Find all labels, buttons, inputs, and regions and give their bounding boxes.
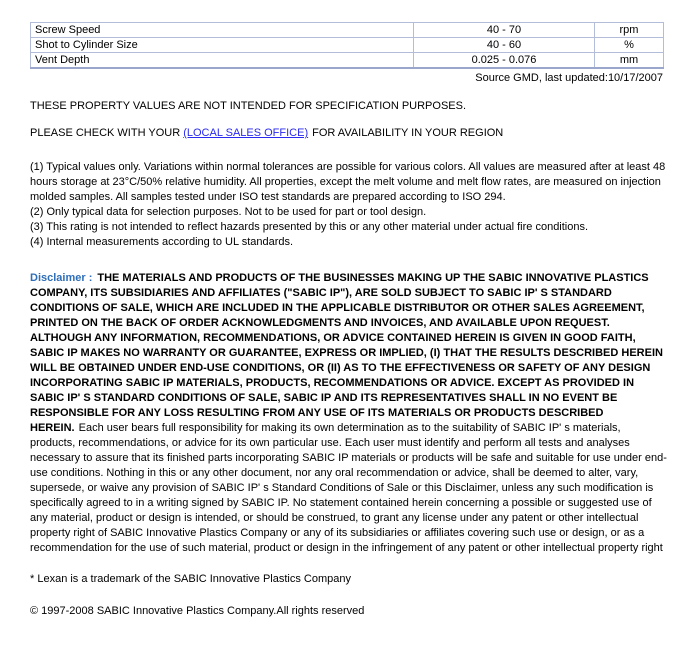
availability-notice-suffix: FOR AVAILABILITY IN YOUR REGION	[312, 127, 504, 139]
availability-notice-prefix: PLEASE CHECK WITH YOUR	[30, 127, 184, 139]
property-unit-cell: rpm	[595, 23, 664, 38]
disclaimer-label: Disclaimer :	[30, 272, 93, 284]
table-row	[31, 38, 664, 53]
property-name-cell: Screw Speed	[31, 23, 414, 38]
property-name-cell: Shot to Cylinder Size	[31, 38, 414, 53]
source-note: Source GMD, last updated:10/17/2007	[475, 72, 663, 84]
property-name-cell: Vent Depth	[31, 53, 414, 69]
copyright-line: © 1997-2008 SABIC Innovative Plastics Company.All rights reserved	[30, 605, 365, 617]
disclaimer-regular-text: Each user bears full responsibility for making its own determination as to the suitability of SABIC IP' s materials, products, recommendations, or advice for its own particular use. Each user must identify and perform all tests and analyses necessary to assure that its finished parts incorporating SABIC IP materials or products will be safe and suitable for use under end-use conditions. Nothing in this or any other document, nor any oral recommendation or advice, shall be deemed to alter, vary, supersede, or waive any provision of SABIC IP' s Standard Conditions of Sale or this Disclaimer, unless any such modification is specifically agreed to in a writing signed by SABIC IP. No statement contained herein concerning a possible or suggested use of any material, product or design is intended, or should be construed, to grant any license under any patent or other intellectual property right of SABIC Innovative Plastics Company or any of its subsidiaries or affiliates covering such use or design, or as a recommendation for the use of such material, product or design in the infringement of any patent or other intellectual property right	[30, 422, 667, 554]
table-row	[31, 23, 664, 38]
footnote-1: (1) Typical values only. Variations within normal tolerances are possible for various colors. All values are measured after at least 48 hours storage at 23°C/50% relative humidity. All properties, except the melt volume and melt flow rates, are measured on injection molded samples. All samples tested under ISO test standards are prepared according to ISO 294.	[30, 161, 666, 203]
disclaimer-paragraph	[30, 271, 668, 556]
property-value-cell: 40 - 60	[414, 38, 595, 53]
spec-purpose-notice: THESE PROPERTY VALUES ARE NOT INTENDED FOR SPECIFICATION PURPOSES.	[30, 100, 467, 112]
disclaimer-bold-text: THE MATERIALS AND PRODUCTS OF THE BUSINESSES MAKING UP THE SABIC INNOVATIVE PLASTICS COMPANY, ITS SUBSIDIARIES AND AFFILIATES ("SABIC IP"), ARE SOLD SUBJECT TO SABIC IP' S STANDARD CONDITIONS OF SALE, WHICH ARE INCLUDED IN THE APPLICABLE DISTRIBUTOR OR OTHER SALES AGREEMENT, PRINTED ON THE BACK OF ORDER ACKNOWLEDGMENTS AND INVOICES, AND AVAILABLE UPON REQUEST. ALTHOUGH ANY INFORMATION, RECOMMENDATIONS, OR ADVICE CONTAINED HEREIN IS GIVEN IN GOOD FAITH, SABIC IP MAKES NO WARRANTY OR GUARANTEE, EXPRESS OR IMPLIED, (I) THAT THE RESULTS DESCRIBED HEREIN WILL BE OBTAINED UNDER END-USE CONDITIONS, OR (II) AS TO THE EFFECTIVENESS OR SAFETY OF ANY DESIGN INCORPORATING SABIC IP MATERIALS, PRODUCTS, RECOMMENDATIONS OR ADVICE. EXCEPT AS PROVIDED IN SABIC IP' S STANDARD CONDITIONS OF SALE, SABIC IP AND ITS REPRESENTATIVES SHALL IN NO EVENT BE RESPONSIBLE FOR ANY LOSS RESULTING FROM ANY USE OF ITS MATERIALS OR PRODUCTS DESCRIBED HEREIN.	[30, 272, 663, 434]
footnote-4: (4) Internal measurements according to UL standards.	[30, 236, 294, 248]
footnotes	[30, 160, 670, 250]
property-value-cell: 40 - 70	[414, 23, 595, 38]
footnote-2: (2) Only typical data for selection purposes. Not to be used for part or tool design.	[30, 206, 427, 218]
properties-table	[30, 22, 664, 69]
table-row	[31, 53, 664, 69]
property-value-cell: 0.025 - 0.076	[414, 53, 595, 69]
footnote-3: (3) This rating is not intended to reflect hazards presented by this or any other material under actual fire conditions.	[30, 221, 589, 233]
availability-notice	[30, 126, 670, 141]
trademark-note: * Lexan is a trademark of the SABIC Innovative Plastics Company	[30, 573, 351, 585]
property-unit-cell: mm	[595, 53, 664, 69]
local-sales-office-link[interactable]: (LOCAL SALES OFFICE)	[183, 127, 309, 139]
property-unit-cell: %	[595, 38, 664, 53]
